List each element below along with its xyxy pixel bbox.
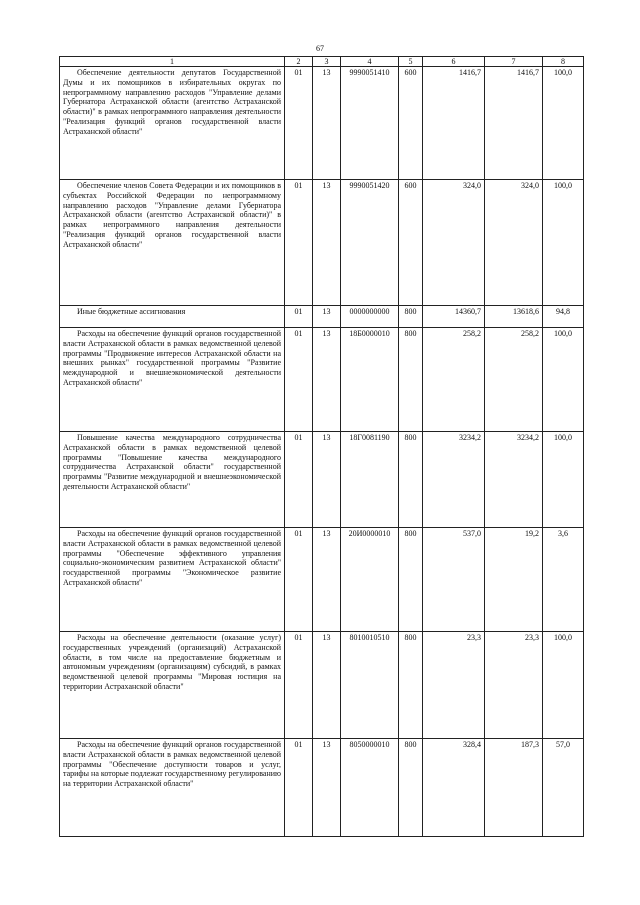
expense-type-code: 600	[399, 67, 423, 180]
target-article-code: 0000000000	[341, 306, 399, 328]
section-code: 01	[285, 632, 313, 739]
executed-amount: 13618,6	[485, 306, 543, 328]
target-article-code: 9990051410	[341, 67, 399, 180]
table-row	[60, 632, 584, 739]
expense-type-code: 800	[399, 306, 423, 328]
expense-type-code: 600	[399, 180, 423, 306]
expense-name: Обеспечение деятельности депутатов Государственной Думы и их помощников в избирательных округах по непрограммному направлению расходов "Управление делами Губернатора Астраханской области (агентство Астраханской области)" в рамках непрограммного направления деятельности "Реализация функций органов государственной власти Астраханской области"	[60, 67, 285, 180]
column-header-8: 8	[543, 57, 584, 67]
column-header-2: 2	[285, 57, 313, 67]
section-code: 01	[285, 180, 313, 306]
expense-type-code: 800	[399, 632, 423, 739]
execution-percent: 100,0	[543, 632, 584, 739]
table-row	[60, 67, 584, 180]
expense-type-code: 800	[399, 328, 423, 432]
expense-name: Расходы на обеспечение функций органов государственной власти Астраханской области в рамках ведомственной целевой программы "Обеспечение эффективного управления социально-экономическим развитием Астраханской области" государственной программы "Экономическое развитие Астраханской области"	[60, 528, 285, 632]
section-code: 01	[285, 306, 313, 328]
target-article-code: 8010010510	[341, 632, 399, 739]
execution-percent: 3,6	[543, 528, 584, 632]
target-article-code: 9990051420	[341, 180, 399, 306]
executed-amount: 258,2	[485, 328, 543, 432]
subsection-code: 13	[313, 632, 341, 739]
expense-name: Повышение качества международного сотрудничества Астраханской области в рамках ведомственной целевой программы "Повышение качества международного сотрудничества Астраханской области" государственной программы "Развитие международной и внешнеэкономической деятельности Астраханской области"	[60, 432, 285, 528]
execution-percent: 100,0	[543, 432, 584, 528]
section-code: 01	[285, 432, 313, 528]
expense-name: Расходы на обеспечение функций органов государственной власти Астраханской области в рамках ведомственной целевой программы "Обеспечение доступности товаров и услуг, тарифы на которые подлежат государственному регулированию на территории Астраханской области"	[60, 739, 285, 837]
subsection-code: 13	[313, 739, 341, 837]
table-row	[60, 739, 584, 837]
column-header-7: 7	[485, 57, 543, 67]
target-article-code: 8050000010	[341, 739, 399, 837]
subsection-code: 13	[313, 328, 341, 432]
planned-amount: 3234,2	[423, 432, 485, 528]
expense-name: Обеспечение членов Совета Федерации и их помощников в субъектах Российской Федерации по непрограммному направлению расходов "Управление делами Губернатора Астраханской области (агентство Астраханской области)" в рамках непрограммного направления деятельности "Реализация функций органов государственной власти Астраханской области"	[60, 180, 285, 306]
execution-percent: 57,0	[543, 739, 584, 837]
executed-amount: 324,0	[485, 180, 543, 306]
target-article-code: 20И0000010	[341, 528, 399, 632]
executed-amount: 23,3	[485, 632, 543, 739]
column-header-1: 1	[60, 57, 285, 67]
expense-name: Иные бюджетные ассигнования	[60, 306, 285, 328]
execution-percent: 100,0	[543, 180, 584, 306]
section-code: 01	[285, 328, 313, 432]
page-number: 67	[316, 44, 324, 53]
planned-amount: 258,2	[423, 328, 485, 432]
section-code: 01	[285, 739, 313, 837]
subsection-code: 13	[313, 432, 341, 528]
subsection-code: 13	[313, 67, 341, 180]
subsection-code: 13	[313, 306, 341, 328]
planned-amount: 1416,7	[423, 67, 485, 180]
executed-amount: 19,2	[485, 528, 543, 632]
expense-name: Расходы на обеспечение деятельности (оказание услуг) государственных учреждений (организаций) Астраханской области, в том числе на предоставление бюджетным и автономным учреждениям (организациям) субсидий, в рамках ведомственной целевой программы "Мировая юстиция на территории Астраханской области"	[60, 632, 285, 739]
target-article-code: 18Г0081190	[341, 432, 399, 528]
expense-name: Расходы на обеспечение функций органов государственной власти Астраханской области в рамках ведомственной целевой программы "Продвижение интересов Астраханской области на внешних рынках" государственной программы "Развитие международной и внешнеэкономической деятельности Астраханской области"	[60, 328, 285, 432]
planned-amount: 537,0	[423, 528, 485, 632]
expense-type-code: 800	[399, 739, 423, 837]
table-header	[60, 57, 584, 67]
expense-type-code: 800	[399, 432, 423, 528]
executed-amount: 1416,7	[485, 67, 543, 180]
planned-amount: 324,0	[423, 180, 485, 306]
planned-amount: 23,3	[423, 632, 485, 739]
target-article-code: 18Б0000010	[341, 328, 399, 432]
execution-percent: 100,0	[543, 328, 584, 432]
section-code: 01	[285, 528, 313, 632]
planned-amount: 328,4	[423, 739, 485, 837]
table-row	[60, 306, 584, 328]
table-row	[60, 328, 584, 432]
column-header-3: 3	[313, 57, 341, 67]
budget-table	[59, 56, 584, 837]
table-body	[60, 67, 584, 837]
expense-type-code: 800	[399, 528, 423, 632]
section-code: 01	[285, 67, 313, 180]
table-row	[60, 180, 584, 306]
column-header-6: 6	[423, 57, 485, 67]
executed-amount: 3234,2	[485, 432, 543, 528]
subsection-code: 13	[313, 180, 341, 306]
column-number-row	[60, 57, 584, 67]
column-header-5: 5	[399, 57, 423, 67]
execution-percent: 94,8	[543, 306, 584, 328]
executed-amount: 187,3	[485, 739, 543, 837]
execution-percent: 100,0	[543, 67, 584, 180]
table-row	[60, 432, 584, 528]
subsection-code: 13	[313, 528, 341, 632]
table-row	[60, 528, 584, 632]
planned-amount: 14360,7	[423, 306, 485, 328]
column-header-4: 4	[341, 57, 399, 67]
